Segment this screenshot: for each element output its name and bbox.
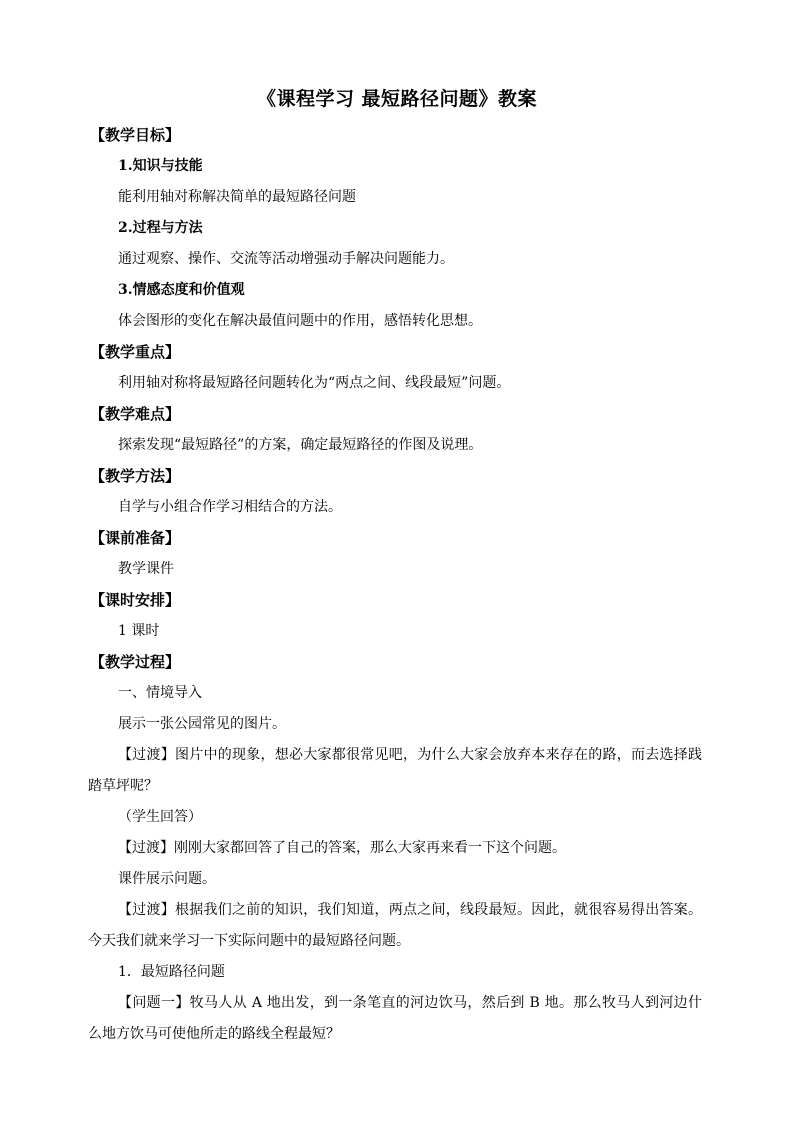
attitude-subheading: 3.情感态度和价值观 <box>118 282 245 298</box>
key-points-text: 利用轴对称将最短路径问题转化为“两点之间、线段最短”问题。 <box>118 375 511 391</box>
preparation-heading: 【课前准备】 <box>90 529 181 547</box>
paragraph: 【问题一】牧马人从 A 地出发，到一条笔直的河边饮马，然后到 B 地。那么牧马人到河边什么地方饮马可使他所走的路线全程最短？ <box>88 995 702 1042</box>
schedule-text: 1 课时 <box>118 623 160 639</box>
difficulties-heading: 【教学难点】 <box>90 405 181 423</box>
paragraph: 【过渡】根据我们之前的知识，我们知道，两点之间，线段最短。因此，就很容易得出答案。今天我们就来学习一下实际问题中的最短路径问题。 <box>88 902 702 949</box>
document-body <box>88 120 702 1050</box>
paragraph: 展示一张公园常见的图片。 <box>118 716 286 732</box>
section-situation-intro: 一、情境导入 <box>118 685 202 701</box>
methods-heading: 【教学方法】 <box>90 467 181 485</box>
objectives-heading: 【教学目标】 <box>90 126 181 144</box>
preparation-text: 教学课件 <box>118 561 174 577</box>
document-title: 《课程学习 最短路径问题》教案 <box>256 88 538 110</box>
section-shortest-path: 1．最短路径问题 <box>118 964 225 980</box>
process-method-text: 通过观察、操作、交流等活动增强动手解决问题能力。 <box>118 251 454 267</box>
paragraph: 【过渡】刚刚大家都回答了自己的答案，那么大家再来看一下这个问题。 <box>118 840 566 856</box>
methods-text: 自学与小组合作学习相结合的方法。 <box>118 499 342 515</box>
knowledge-text: 能利用轴对称解决简单的最短路径问题 <box>118 189 356 205</box>
teaching-process-heading: 【教学过程】 <box>90 653 181 671</box>
schedule-heading: 【课时安排】 <box>90 591 181 609</box>
key-points-heading: 【教学重点】 <box>90 343 181 361</box>
process-method-subheading: 2.过程与方法 <box>118 220 203 236</box>
paragraph: 【过渡】图片中的现象，想必大家都很常见吧，为什么大家会放弃本来存在的路，而去选择践踏草坪呢？ <box>88 747 702 794</box>
attitude-text: 体会图形的变化在解决最值问题中的作用，感悟转化思想。 <box>118 313 482 329</box>
paragraph: （学生回答） <box>118 809 202 825</box>
paragraph: 课件展示问题。 <box>118 871 216 887</box>
difficulties-text: 探索发现“最短路径”的方案，确定最短路径的作图及说理。 <box>118 437 483 453</box>
knowledge-subheading: 1.知识与技能 <box>118 158 203 174</box>
